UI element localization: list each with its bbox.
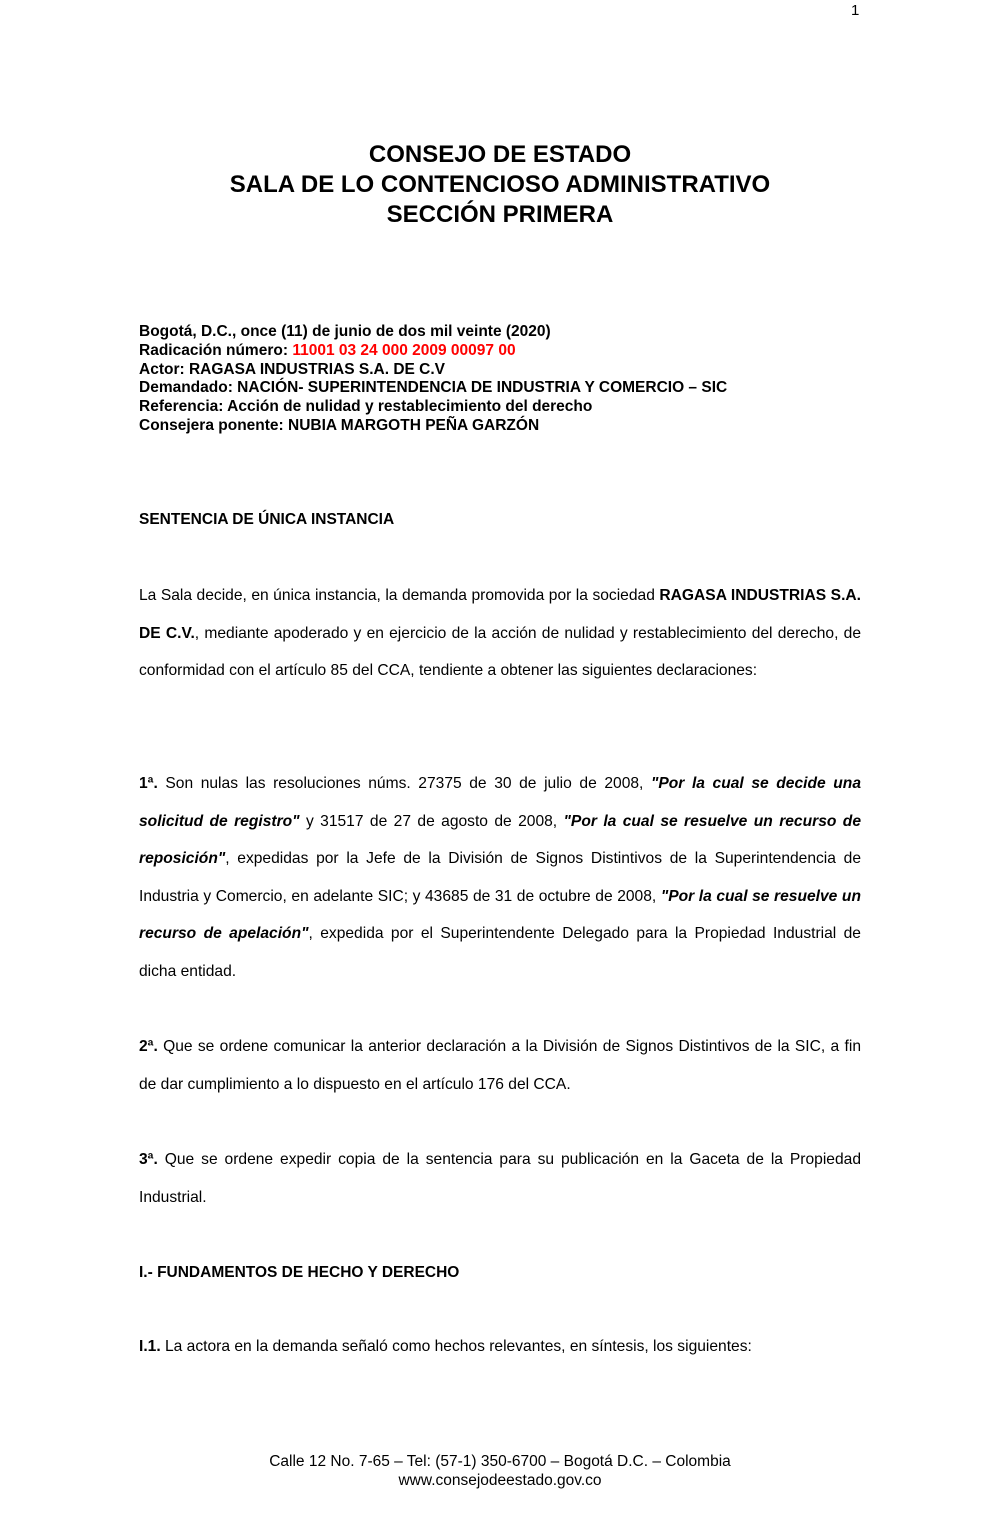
- case-metadata: [139, 323, 861, 436]
- header-court: CONSEJO DE ESTADO: [368, 141, 632, 168]
- page-number: 1: [851, 2, 860, 19]
- header-section: SECCIÓN PRIMERA: [386, 201, 614, 228]
- declaration-3-text: Que se ordene expedir copia de la sentencia para su publicación en la Gaceta de la Propiedad Industrial.: [139, 1151, 861, 1206]
- document-header: [0, 140, 1000, 230]
- declaration-2-text: Que se ordene comunicar la anterior declaración a la División de Signos Distintivos de la SIC, a fin de dar cumplimiento a lo dispuesto en el artículo 176 del CCA.: [139, 1038, 861, 1093]
- case-date: Bogotá, D.C., once (11) de junio de dos mil veinte (2020): [139, 323, 551, 340]
- page-footer: [0, 1452, 1000, 1490]
- declaration-1: [139, 765, 861, 990]
- declaration-1-text-1: Son nulas las resoluciones núms. 27375 de 30 de julio de 2008,: [157, 775, 651, 792]
- case-referencia: Referencia: Acción de nulidad y restablecimiento del derecho: [139, 398, 593, 416]
- section-i1-paragraph: [139, 1328, 861, 1366]
- case-actor: Actor: RAGASA INDUSTRIAS S.A. DE C.V: [139, 360, 446, 378]
- footer-address: Calle 12 No. 7-65 – Tel: (57-1) 350-6700 – Bogotá D.C. – Colombia: [269, 1453, 731, 1470]
- declaration-1-text-3: , expedidas por la Jefe de la División de Signos Distintivos de la Superintendencia de Industria y Comercio, en adelante SIC; y 43685 de 31 de octubre de 2008,: [139, 850, 861, 905]
- declaration-1-number: 1ª.: [139, 775, 158, 792]
- declaration-2-number: 2ª.: [139, 1038, 158, 1055]
- case-radicacion: [139, 342, 861, 361]
- footer-website: www.consejodeestado.gov.co: [398, 1472, 602, 1489]
- declaration-1-quote-2: "Por la cual se resuelve un recurso de reposición": [139, 812, 861, 867]
- declaration-1-quote-3: "Por la cual se resuelve un recurso de apelación": [139, 887, 861, 942]
- declaration-1-text-4: , expedida por el Superintendente Delegado para la Propiedad Industrial de dicha entidad.: [139, 925, 861, 980]
- intro-paragraph: [139, 577, 861, 690]
- declaration-1-text-2: y 31517 de 27 de agosto de 2008,: [299, 812, 564, 830]
- declaration-1-quote-1: "Por la cual se decide una solicitud de registro": [139, 775, 861, 830]
- declaration-3: [139, 1141, 861, 1216]
- section-i1-text: La actora en la demanda señaló como hechos relevantes, en síntesis, los siguientes:: [160, 1338, 752, 1355]
- declaration-2: [139, 1028, 861, 1103]
- section-i1-number: I.1.: [139, 1338, 161, 1355]
- radicacion-label: Radicación número:: [139, 341, 293, 359]
- intro-text-1: La Sala decide, en única instancia, la demanda promovida por la sociedad: [139, 587, 660, 604]
- intro-company: RAGASA INDUSTRIAS S.A. DE C.V.: [139, 587, 861, 642]
- intro-text-2: , mediante apoderado y en ejercicio de la acción de nulidad y restablecimiento del derecho, de conformidad con el artículo 85 del CCA, tendiente a obtener las siguientes declaraciones:: [139, 624, 861, 679]
- sentencia-title: SENTENCIA DE ÚNICA INSTANCIA: [139, 511, 395, 528]
- header-chamber: SALA DE LO CONTENCIOSO ADMINISTRATIVO: [229, 171, 771, 198]
- fundamentos-title: I.- FUNDAMENTOS DE HECHO Y DERECHO: [139, 1264, 460, 1281]
- declaration-3-number: 3ª.: [139, 1151, 158, 1168]
- case-demandado: Demandado: NACIÓN- SUPERINTENDENCIA DE INDUSTRIA Y COMERCIO – SIC: [139, 379, 728, 397]
- case-ponente: Consejera ponente: NUBIA MARGOTH PEÑA GARZÓN: [139, 416, 540, 434]
- radicacion-number: 11001 03 24 000 2009 00097 00: [292, 341, 516, 359]
